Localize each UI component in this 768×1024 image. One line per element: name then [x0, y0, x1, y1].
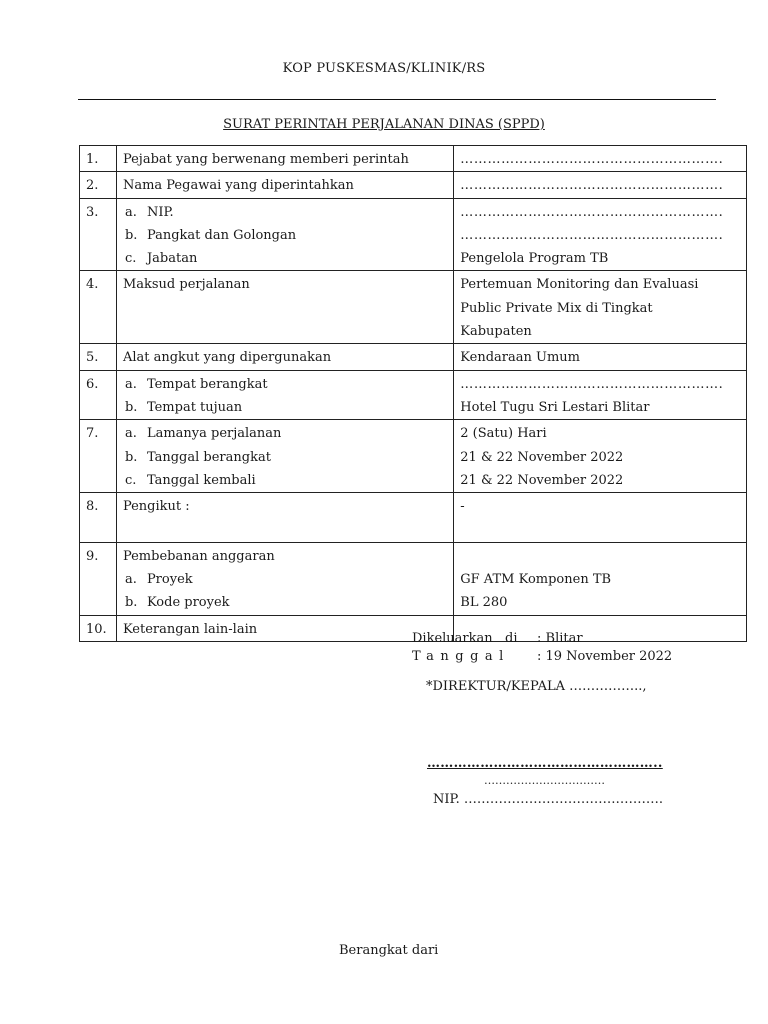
- row-value-cell: [454, 542, 747, 615]
- table-row: [80, 198, 747, 271]
- sub-label-text: Kode proyek: [146, 595, 230, 611]
- issued-date-row: [412, 648, 672, 666]
- row-value: 2 (Satu) Hari: [460, 426, 547, 442]
- row-value: Kendaraan Umum: [460, 350, 580, 366]
- row-label-cell: [116, 172, 453, 198]
- row-number: 1.: [80, 146, 117, 172]
- sub-label-text: Tanggal kembali: [146, 472, 256, 488]
- row-value: Kabupaten: [460, 324, 532, 340]
- row-label: Pejabat yang berwenang memberi perintah: [122, 152, 409, 167]
- row-label-cell: [116, 198, 453, 271]
- table-row: [80, 172, 747, 198]
- sub-label-letter: b.: [124, 595, 138, 611]
- sub-label-letter: a.: [124, 572, 137, 588]
- issued-place-value: : Blitar: [537, 631, 583, 646]
- row-number: 10.: [80, 615, 117, 641]
- row-label-cell: [116, 615, 453, 641]
- row-value: BL 280: [460, 595, 508, 611]
- signer-position: *DIREKTUR/KEPALA ……………..,: [426, 679, 647, 694]
- row-value: GF ATM Komponen TB: [460, 572, 612, 588]
- row-number: 5.: [80, 344, 117, 370]
- row-number: 7.: [80, 420, 117, 493]
- table-row: [80, 271, 747, 344]
- row-number: 4.: [80, 271, 117, 344]
- row-number: 6.: [80, 370, 117, 420]
- row-value: Pertemuan Monitoring dan Evaluasi: [460, 277, 699, 293]
- signer-nip: NIP. ……………………………………….: [433, 792, 664, 807]
- row-sub-label: [123, 201, 447, 224]
- row-label: Keterangan lain-lain: [122, 621, 258, 637]
- row-value-cell: [454, 146, 747, 172]
- sub-label-letter: a.: [124, 376, 137, 392]
- sub-label-text: Tempat tujuan: [146, 399, 243, 415]
- sub-label-text: Tempat berangkat: [146, 376, 268, 392]
- sub-label-letter: c.: [124, 251, 137, 267]
- row-label: Pengikut :: [122, 499, 190, 515]
- row-label: Pembebanan anggaran: [122, 548, 275, 564]
- sub-label-text: Lamanya perjalanan: [146, 426, 282, 442]
- row-sub-label: [123, 224, 447, 247]
- row-sub-label: [123, 568, 447, 591]
- row-label-cell: [116, 420, 453, 493]
- fill-in-placeholder: ………………………………………………….: [460, 227, 724, 243]
- row-value: Pengelola Program TB: [460, 251, 609, 267]
- row-value-cell: [454, 271, 747, 344]
- row-value-cell: [454, 420, 747, 493]
- row-value: [460, 545, 740, 568]
- row-value-cell: [454, 172, 747, 198]
- row-sub-label: [123, 373, 447, 396]
- row-number: 2.: [80, 172, 117, 198]
- row-value-cell: [454, 344, 747, 370]
- sub-label-text: Tanggal berangkat: [146, 449, 271, 465]
- sub-label-letter: a.: [124, 204, 137, 220]
- fill-in-placeholder: ………………………………………………….: [460, 152, 724, 167]
- issued-date-value: : 19 November 2022: [537, 649, 673, 664]
- row-sub-label: [123, 446, 447, 469]
- issued-place-row: [412, 630, 672, 648]
- row-label-cell: [116, 344, 453, 370]
- fill-in-placeholder: ………………………………………………….: [460, 204, 724, 220]
- table-row: [80, 493, 747, 543]
- sub-label-text: Pangkat dan Golongan: [146, 227, 297, 243]
- row-label: Nama Pegawai yang diperintahkan: [122, 178, 354, 194]
- row-label: Maksud perjalanan: [122, 277, 250, 293]
- sub-label-letter: b.: [124, 399, 138, 415]
- row-label-cell: [116, 493, 453, 543]
- document-title: SURAT PERINTAH PERJALANAN DINAS (SPPD): [223, 117, 545, 132]
- row-label: Alat angkut yang dipergunakan: [122, 350, 332, 366]
- row-value: 21 & 22 November 2022: [460, 449, 624, 465]
- sppd-table-body: [80, 146, 747, 642]
- table-row: [80, 146, 747, 172]
- row-number: 8.: [80, 493, 117, 543]
- sub-label-letter: c.: [124, 472, 137, 488]
- blank-line: [123, 518, 447, 541]
- row-number: 9.: [80, 542, 117, 615]
- issued-date-label: Tanggal: [412, 649, 510, 664]
- row-label-cell: [116, 370, 453, 420]
- row-value: -: [460, 499, 465, 515]
- sub-label-text: Proyek: [146, 572, 193, 588]
- issued-block: [412, 630, 672, 666]
- row-value-cell: [454, 493, 747, 543]
- fill-in-placeholder: ………………………………………………….: [460, 178, 724, 194]
- table-row: [80, 344, 747, 370]
- row-label-cell: [116, 146, 453, 172]
- sub-label-text: NIP.: [146, 204, 174, 220]
- letterhead: KOP PUSKESMAS/KLINIK/RS: [282, 61, 486, 76]
- row-label-cell: [116, 542, 453, 615]
- sub-label-letter: a.: [124, 426, 137, 442]
- sub-label-letter: b.: [124, 227, 138, 243]
- row-sub-label: [123, 469, 447, 492]
- row-number: 3.: [80, 198, 117, 271]
- row-sub-label: [123, 422, 447, 445]
- table-row: [80, 420, 747, 493]
- row-sub-label: [123, 591, 447, 614]
- sub-label-text: Jabatan: [146, 251, 198, 267]
- row-sub-label: [123, 396, 447, 419]
- signer-name-line: ……………………………………………..: [427, 756, 663, 771]
- departure-heading: Berangkat dari: [339, 943, 439, 958]
- fill-in-placeholder: ………………………………………………….: [460, 376, 724, 392]
- sppd-table: [79, 145, 747, 642]
- row-value: Public Private Mix di Tingkat: [460, 300, 653, 316]
- table-row: [80, 370, 747, 420]
- row-label-cell: [116, 271, 453, 344]
- row-value-cell: [454, 370, 747, 420]
- signer-sub-line: ……………………………: [484, 774, 605, 787]
- row-value: Hotel Tugu Sri Lestari Blitar: [460, 399, 650, 415]
- sub-label-letter: b.: [124, 449, 138, 465]
- issued-place-label: Dikeluarkan di: [412, 631, 518, 646]
- row-sub-label: [123, 247, 447, 270]
- header-rule: [78, 99, 716, 100]
- table-row: [80, 542, 747, 615]
- row-value-cell: [454, 198, 747, 271]
- row-value: 21 & 22 November 2022: [460, 472, 624, 488]
